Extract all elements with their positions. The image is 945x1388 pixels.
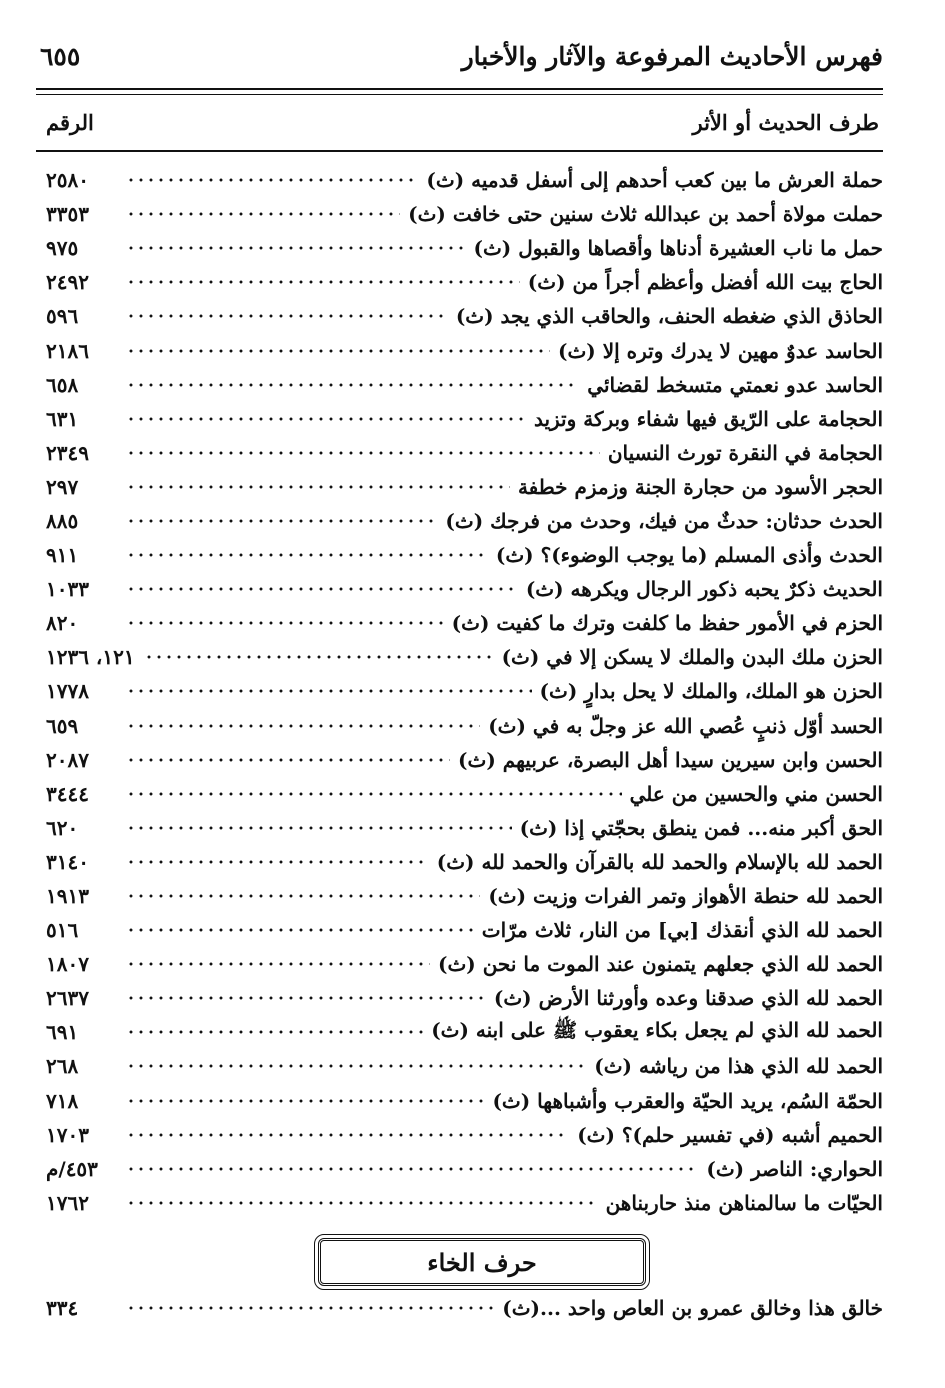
entry-text: الحزن ملك البدن والملك لا يسكن إلا في (ث) <box>501 645 883 670</box>
index-entry <box>46 879 883 913</box>
index-entry <box>46 1118 883 1152</box>
index-entry <box>46 265 883 299</box>
entry-text: الحزم في الأمور حفظ ما كلفت وترك ما كفيت (ث) <box>451 611 883 636</box>
entry-text: الحسن مني والحسين من علي <box>629 781 883 806</box>
index-entry <box>46 1186 883 1220</box>
dot-leader <box>126 586 518 592</box>
entry-reference-number: ١٧٠٣ <box>46 1122 89 1147</box>
index-entry <box>46 1049 883 1083</box>
entry-reference-number: ٧١٨ <box>46 1088 79 1113</box>
index-entry <box>46 572 883 606</box>
entry-reference-number: ٤٥٣/م <box>46 1156 98 1181</box>
dot-leader <box>126 382 579 388</box>
dot-leader <box>126 348 550 354</box>
index-entry <box>46 163 883 197</box>
dot-leader <box>126 1063 586 1069</box>
page-header <box>40 38 883 82</box>
dot-leader <box>126 1305 494 1311</box>
dot-leader <box>126 995 486 1001</box>
index-entry <box>46 470 883 504</box>
entry-reference-number: ٢٦٨ <box>46 1054 79 1079</box>
index-entry <box>46 402 883 436</box>
entry-reference-number: ٨٨٥ <box>46 508 79 533</box>
entry-reference-number: ٢٠٨٧ <box>46 747 89 772</box>
section-title: حرف الخاء <box>427 1247 537 1277</box>
entry-reference-number: ٢٤٩٢ <box>46 270 89 295</box>
index-entry <box>46 640 883 674</box>
entry-reference-number: ١٠٣٣ <box>46 577 89 602</box>
index-entries <box>46 163 883 1220</box>
dot-leader <box>126 177 418 183</box>
index-entry <box>46 504 883 538</box>
entry-text: الحيّات ما سالمناهن منذ حاربناهن <box>605 1190 883 1215</box>
entry-text: الحسن وابن سيرين سيدا أهل البصرة، عربيهم (ث) <box>458 747 883 772</box>
entry-text: حملت مولاة أحمد بن عبدالله ثلاث سنين حتى خافت (ث) <box>408 202 883 227</box>
dot-leader <box>126 688 532 694</box>
dot-leader <box>126 313 448 319</box>
dot-leader <box>126 825 512 831</box>
index-entry <box>46 981 883 1015</box>
index-entry <box>46 333 883 367</box>
index-entry <box>46 436 883 470</box>
entry-text: الحمّة السُم، يريد الحيّة والعقرب وأشباهها (ث) <box>492 1088 883 1113</box>
entry-text: الحق أكبر منه... فمن ينطق بحجّتي إذا (ث) <box>519 815 883 840</box>
entry-reference-number: ٣٤٤٤ <box>46 781 89 806</box>
entry-reference-number: ٩٧٥ <box>46 236 79 261</box>
dot-leader <box>126 279 520 285</box>
entry-reference-number: ٦٥٩ <box>46 713 79 738</box>
dot-leader <box>126 1098 484 1104</box>
entry-text: الحجر الأسود من حجارة الجنة وزمزم خطفة <box>517 474 883 499</box>
entry-text: الحجامة في النقرة تورث النسيان <box>607 440 883 465</box>
entry-text: الحمد لله حنطة الأهواز وتمر الفرات وزيت (ث) <box>488 884 883 909</box>
dot-leader <box>126 927 474 933</box>
index-entry <box>46 368 883 402</box>
dot-leader <box>126 620 444 626</box>
index-entry <box>46 538 883 572</box>
entry-text: الحمد لله الذي لم يجعل بكاء يعقوب ﷺ على ابنه (ث) <box>431 1017 883 1042</box>
entry-text: الحمد لله بالإسلام والحمد لله بالقرآن والحمد لله (ث) <box>436 849 883 874</box>
entry-reference-number: ١٩١٣ <box>46 884 89 909</box>
entry-text: الحمد لله الذي أنقذك [بي] من النار، ثلاث مرّات <box>481 918 883 943</box>
index-entry <box>46 845 883 879</box>
dot-leader <box>126 518 437 524</box>
entry-reference-number: ٦٢٠ <box>46 815 79 840</box>
dot-leader <box>126 961 430 967</box>
entry-reference-number: ٨٢٠ <box>46 611 79 636</box>
entry-text: الحاسد عدوٌ مهين لا يدرك وتره إلا (ث) <box>558 338 883 363</box>
index-entry <box>46 231 883 265</box>
dot-leader <box>126 1200 598 1206</box>
entry-reference-number: ٢٣٤٩ <box>46 440 89 465</box>
entry-text: الحميم أشبه (في تفسير حلم)؟ (ث) <box>577 1122 883 1147</box>
entry-text: الحدث حدثان: حدثٌ من فيك، وحدث من فرجك (ث) <box>445 508 883 533</box>
entry-text: الحاذق الذي ضغطه الحنف، والحاقب الذي يجد (ث) <box>455 304 883 329</box>
entry-text: الحواري: الناصر (ث) <box>706 1156 883 1181</box>
entry-text: حملة العرش ما بين كعب أحدهم إلى أسفل قدميه (ث) <box>426 168 883 193</box>
dot-leader <box>126 450 600 456</box>
entry-reference-number: ٩١١ <box>46 543 79 568</box>
index-entry <box>46 1291 883 1325</box>
index-entry <box>46 777 883 811</box>
dot-leader <box>126 757 450 763</box>
entry-text: الحمد لله الذي صدقنا وعده وأورثنا الأرض (ث) <box>493 986 883 1011</box>
dot-leader <box>144 654 494 660</box>
entry-reference-number: ١٨٠٧ <box>46 952 89 977</box>
dot-leader <box>126 1132 569 1138</box>
index-entries-after-section <box>46 1291 883 1325</box>
entry-reference-number: ٢٩٧ <box>46 474 79 499</box>
entry-reference-number: ١٢١، ١٢٣٦ <box>46 645 135 670</box>
index-entry <box>46 1015 883 1049</box>
entry-text: حمل ما ناب العشيرة أدناها وأقصاها والقبول (ث) <box>473 236 883 261</box>
index-entry <box>46 1152 883 1186</box>
dot-leader <box>126 1166 698 1172</box>
entry-text: الحمد لله الذي جعلهم يتمنون عند الموت ما نحن (ث) <box>437 952 883 977</box>
header-rule-thin <box>36 94 883 95</box>
index-entry <box>46 709 883 743</box>
entry-reference-number: ٣١٤٠ <box>46 849 89 874</box>
entry-reference-number: ٣٣٤ <box>46 1296 79 1321</box>
entry-text: الحزن هو الملك، والملك لا يحل بدارٍ (ث) <box>539 679 883 704</box>
ref-column-header: الرقم <box>46 110 94 135</box>
entry-reference-number: ١٧٧٨ <box>46 679 89 704</box>
index-entry <box>46 811 883 845</box>
dot-leader <box>126 245 466 251</box>
index-entry <box>46 606 883 640</box>
dot-leader <box>126 1029 423 1035</box>
dot-leader <box>126 211 400 217</box>
entry-reference-number: ٦٥٨ <box>46 372 79 397</box>
index-entry <box>46 913 883 947</box>
index-entry <box>46 299 883 333</box>
index-entry <box>46 947 883 981</box>
entry-reference-number: ٢٦٣٧ <box>46 986 89 1011</box>
entry-reference-number: ٥٩٦ <box>46 304 79 329</box>
index-entry <box>46 743 883 777</box>
dot-leader <box>126 723 480 729</box>
dot-leader <box>126 791 622 797</box>
entry-reference-number: ٦٣١ <box>46 406 79 431</box>
dot-leader <box>126 893 480 899</box>
entry-text: الحمد لله الذي هذا من رياشه (ث) <box>594 1054 883 1079</box>
index-entry <box>46 674 883 708</box>
entry-reference-number: ٢٥٨٠ <box>46 168 89 193</box>
entry-reference-number: ١٧٦٢ <box>46 1190 89 1215</box>
entry-reference-number: ٥١٦ <box>46 918 79 943</box>
index-entry <box>46 1084 883 1118</box>
dot-leader <box>126 416 526 422</box>
entry-reference-number: ٢١٨٦ <box>46 338 89 363</box>
header-rule-thick <box>36 88 883 90</box>
dot-leader <box>126 484 510 490</box>
entry-text: الحسد أوّل ذنبٍ عُصي الله عز وجلّ به في (ث) <box>488 713 883 738</box>
entry-text: الحجامة على الرّيق فيها شفاء وبركة وتزيد <box>533 406 883 431</box>
index-entry <box>46 197 883 231</box>
entry-text: الحاج بيت الله أفضل وأعظم أجراً من (ث) <box>527 270 883 295</box>
entry-text: الحديث ذكرٌ يحبه ذكور الرجال ويكرهه (ث) <box>525 577 883 602</box>
page-number: ٦٥٥ <box>40 42 81 71</box>
entry-text: خالق هذا وخالق عمرو بن العاص واحد ...(ث) <box>502 1296 883 1321</box>
text-column-header: طرف الحديث أو الأثر <box>692 110 879 135</box>
section-heading-box <box>318 1238 646 1286</box>
dot-leader <box>126 552 488 558</box>
entry-text: الحاسد عدو نعمتي متسخط لقضائي <box>587 372 883 397</box>
entry-reference-number: ٦٩١ <box>46 1020 79 1045</box>
entry-reference-number: ٣٣٥٣ <box>46 202 89 227</box>
entry-text: الحدث وأذى المسلم (ما يوجب الوضوء)؟ (ث) <box>495 543 883 568</box>
dot-leader <box>126 859 429 865</box>
running-title: فهرس الأحاديث المرفوعة والآثار والأخبار <box>461 42 883 71</box>
column-header-rule <box>36 150 883 152</box>
